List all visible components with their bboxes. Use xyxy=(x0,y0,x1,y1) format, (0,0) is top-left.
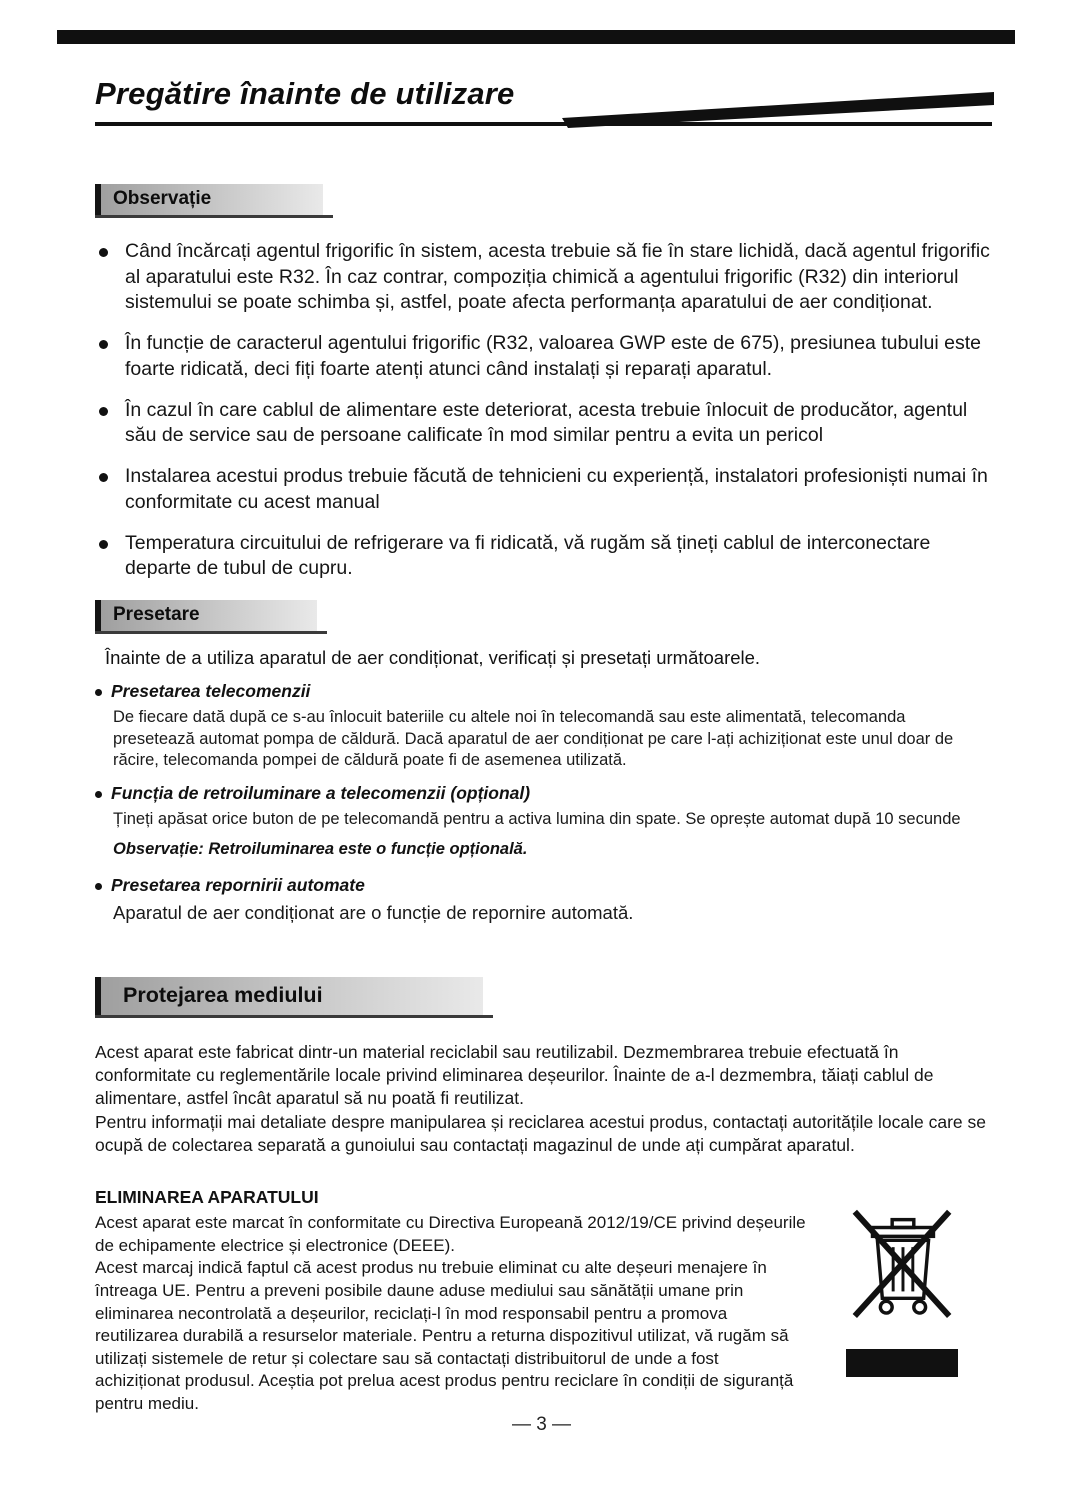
disposal-title: ELIMINAREA APARATULUI xyxy=(95,1187,319,1208)
section-presetare xyxy=(95,600,990,925)
section-mediu xyxy=(95,977,990,1416)
presetare-item-body: Aparatul de aer condiționat are o funcție de repornire automată. xyxy=(113,901,634,923)
top-rule xyxy=(57,30,1015,44)
title-block xyxy=(95,76,992,126)
bullet-item: Temperatura circuitului de refrigerare va fi ridicată, vă rugăm să țineți cablul de interconectare departe de tubul de cupru. xyxy=(95,531,990,582)
section-heading-presetare: Presetare xyxy=(95,600,317,631)
presetare-item-title: Presetarea repornirii automate xyxy=(111,874,365,895)
weee-crossed-out-wheeled-bin-icon xyxy=(843,1187,961,1327)
page-title: Pregătire înainte de utilizare xyxy=(95,76,515,111)
bullet-item: Când încărcați agentul frigorific în sistem, acesta trebuie să fie în stare lichidă, dacă agentul frigorific al aparatului este R32. În caz contrar, compoziția chimică a agentului frigorific (R32) din interiorul sistemului se poate schimba și, astfel, poate afecta performanța aparatului de aer condiționat. xyxy=(95,239,990,316)
presetare-item xyxy=(95,783,990,858)
bullet-item: În funcție de caracterul agentului frigorific (R32, valoarea GWP este de 675), presiunea tubului este foarte ridicată, deci fiți foarte atenți atunci când instalați și reparați aparatul. xyxy=(95,331,990,382)
section-heading-observatie: Observație xyxy=(95,184,323,215)
presetare-item-body: De fiecare dată după ce s-au înlocuit bateriile cu altele noi în telecomandă sau este alimentată, telecomanda presetează automat pompa de căldură. Dacă aparatul de aer condiționat pe care l-ați achiziționat este unul doar de răcire, telecomanda pompei de căldură poate fi de asemenea utilizată. xyxy=(113,708,954,769)
disposal-text xyxy=(95,1187,807,1415)
presetare-item xyxy=(95,875,990,925)
presetare-intro: Înainte de a utiliza aparatul de aer condiționat, verificați și presetați următoarele. xyxy=(105,647,761,669)
bullet-item: În cazul în care cablul de alimentare este deteriorat, acesta trebuie înlocuit de producător, agentul său de service sau de persoane calificate în mod similar pentru a evita un pericol xyxy=(95,398,990,449)
page-number: — 3 — xyxy=(511,1414,572,1435)
section-heading-mediu: Protejarea mediului xyxy=(95,977,483,1015)
presetare-item-title: Funcția de retroiluminare a telecomenzii (opțional) xyxy=(111,783,531,804)
mediu-paragraphs xyxy=(95,1041,990,1157)
disposal-row xyxy=(95,1187,990,1415)
disposal-paragraph: Acest marcaj indică faptul că acest produs nu trebuie eliminat cu alte deșeuri menajere în întreaga UE. Pentru a preveni posibile daune aduse mediului sau sănătății umane prin eliminarea necontrolată a deșeurilor, reciclați-l în mod responsabil pentru a promova reutilizarea durabilă a resurselor materiale. Pentru a returna dispozitivul utilizat, vă rugăm să utilizați sistemele de retur și colectare sau să contactați distribuitorul de unde a fost achiziționat produsul. Aceștia pot prelua acest produs pentru reciclare în condiții de siguranță pentru mediu. xyxy=(95,1258,794,1414)
mediu-paragraph: Pentru informații mai detaliate despre manipularea și reciclarea acestui produs, contactați autoritățile locale care se ocupă de colectarea separată a gunoiului sau contactați magazinul de unde ați cumpărat aparatul. xyxy=(95,1111,987,1155)
page-content xyxy=(95,140,990,1416)
mediu-paragraph: Acest aparat este fabricat dintr-un material reciclabil sau reutilizabil. Dezmembrarea trebuie efectuată în conformitate cu reglementările locale privind eliminarea deșeurilor. Înainte de a-l dezmembra, tăiați cablul de alimentare, astfel încât aparatul să nu poată fi reutilizat. xyxy=(95,1041,934,1109)
weee-black-bar xyxy=(846,1349,958,1377)
presetare-item-title: Presetarea telecomenzii xyxy=(111,681,311,702)
presetare-item-body: Țineți apăsat orice buton de pe telecomandă pentru a activa lumina din spate. Se oprește automat după 10 secunde xyxy=(113,810,961,829)
disposal-paragraph: Acest aparat este marcat în conformitate cu Directiva Europeană 2012/19/CE privind deșeurile de echipamente electrice și electronice (DEEE). xyxy=(95,1213,806,1255)
presetare-item-note: Observație: Retroiluminarea este o funcție opțională. xyxy=(113,839,528,858)
disposal-figure xyxy=(837,1187,967,1415)
observatie-bullet-list xyxy=(95,239,990,582)
title-swoosh-shape xyxy=(562,92,994,128)
presetare-item xyxy=(95,681,990,771)
section-observatie xyxy=(95,184,990,582)
bullet-item: Instalarea acestui produs trebuie făcută de tehnicieni cu experiență, instalatori profesioniști numai în conformitate cu acest manual xyxy=(95,464,990,515)
